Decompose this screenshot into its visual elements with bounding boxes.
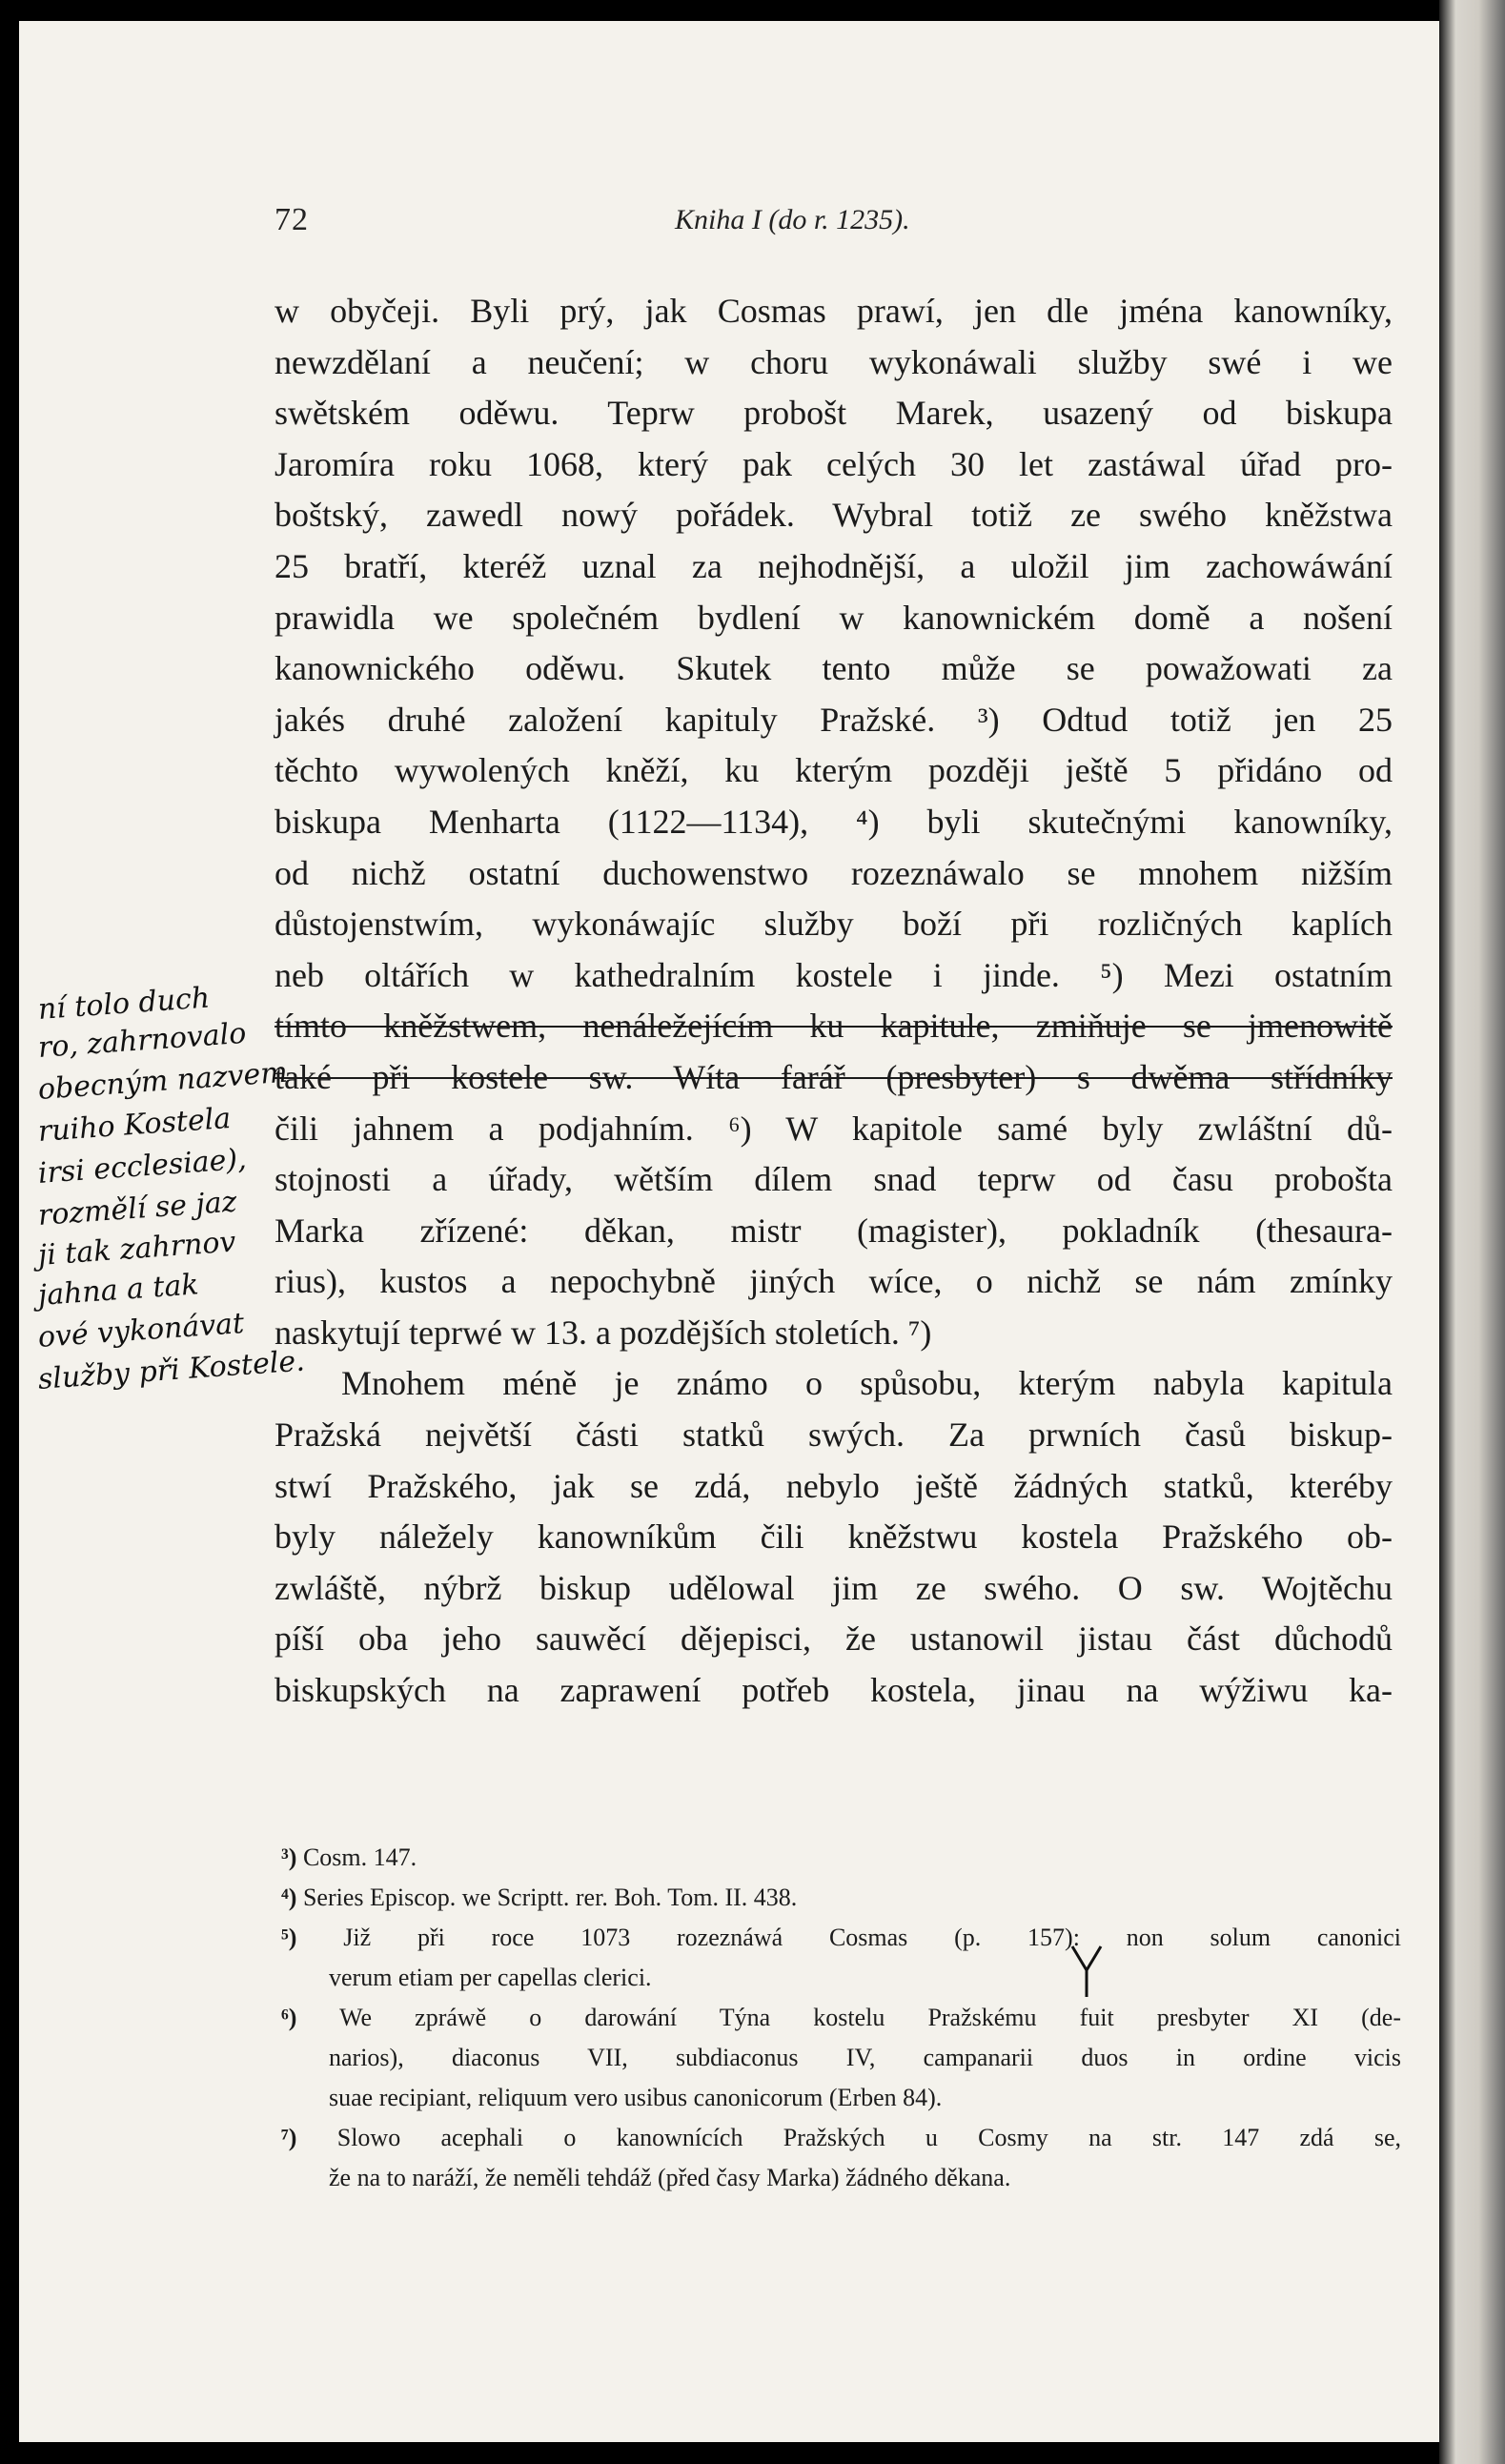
marginal-note: ji tak zahrnov	[36, 1225, 237, 1273]
running-title: Kniha I (do r. 1235).	[675, 204, 910, 235]
text-line: čili jahnem a podjahním. ⁶) W kapitole samé byly zwláštní dů-	[275, 1109, 1393, 1148]
handwritten-marginalia	[19, 981, 324, 1403]
marginal-note: obecným nazvem	[36, 1055, 289, 1107]
marginal-note: ruiho Kostela	[36, 1101, 233, 1149]
text-line: píší oba jeho sauwěcí dějepisci, že ustanowil jistau část důchodů	[275, 1619, 1393, 1659]
text-line: newzdělaní a neučení; w choru wykonáwali služby swé i we	[275, 342, 1393, 381]
page-header	[275, 202, 1266, 240]
text-line: w obyčeji. Byli prý, jak Cosmas prawí, jen dle jména kanowníky,	[275, 292, 1393, 330]
text-line: Jaromíra roku 1068, který pak celých 30 let zastáwal úřad pro-	[275, 444, 1393, 483]
text-line: stwí Pražského, jak se zdá, nebylo ještě žádných statků, kteréby	[275, 1466, 1393, 1505]
text-line: rius), kustos a nepochybně jiných wíce, o nichž se nám zmínky	[275, 1262, 1393, 1301]
struck-text-line: tímto kněžstwem, nenáležejícím ku kapitule, zmiňuje se jmenowitě	[275, 1007, 1393, 1046]
marginal-note: irsi ecclesiae),	[36, 1142, 248, 1191]
text-line: těchto wywolených kněží, ku kterým později ještě 5 přidáno od	[275, 751, 1393, 790]
text-line: prawidla we společném bydlení w kanownickém domě a nošení	[275, 598, 1393, 637]
text-line: od nichž ostatní duchowenstwo rozeznáwalo se mnohem nižším	[275, 853, 1393, 892]
struck-text-line: také při kostele sw. Wíta farář (presbyter) s dwěma střídníky	[275, 1057, 1393, 1096]
text-line: boštský, zawedl nowý pořádek. Wybral totiž ze swého kněžstwa	[275, 496, 1393, 535]
text-line: zwláště, nýbrž biskup udělowal jim ze swého. O sw. Wojtěchu	[275, 1568, 1393, 1607]
footnote-continuation: narios), diaconus VII, subdiaconus IV, campanarii duos in ordine vicis	[329, 2044, 1401, 2071]
text-line: biskupa Menharta (1122—1134), ⁴) byli skutečnými kanowníky,	[275, 802, 1393, 841]
footnotes	[281, 1838, 1401, 2198]
book-edge	[1439, 0, 1505, 2464]
footnote: ³) Cosm. 147.	[281, 1843, 417, 1871]
text-line: 25 bratří, kteréž uznal za nejhodnější, a uložil jim zachowáwání	[275, 546, 1393, 585]
text-line: byly náležely kanowníkům čili kněžstwu kostela Pražského ob-	[275, 1517, 1393, 1557]
handwritten-cross-icon	[1068, 1942, 1106, 1999]
text-line: Pražská největší části statků swých. Za prwních časů biskup-	[275, 1415, 1393, 1455]
page-number: 72	[275, 202, 309, 237]
text-line: jakés druhé založení kapituly Pražské. ³) Odtud totiž jen 25	[275, 700, 1393, 739]
footnote: ⁵) Již při roce 1073 rozeznáwá Cosmas (p. 157): non solum canonici	[281, 1924, 1401, 1951]
footnote: ⁷) Slowo acephali o kanownících Pražských u Cosmy na str. 147 zdá se,	[281, 2124, 1402, 2151]
footnote-continuation: verum etiam per capellas clerici.	[329, 1964, 652, 1991]
text-line: naskytují teprwé w 13. a pozdějších stoletích. ⁷)	[275, 1313, 932, 1352]
body-text	[275, 286, 1393, 1717]
footnote-continuation: suae recipiant, reliquum vero usibus canonicorum (Erben 84).	[329, 2084, 943, 2111]
marginal-note: ro, zahrnovalo	[36, 1016, 248, 1065]
marginal-note: rozmělí se jaz	[36, 1185, 238, 1232]
footnote: ⁶) We zpráwě o darowání Týna kostelu Pražskému fuit presbyter XI (de-	[281, 2004, 1401, 2031]
text-line: kanownického oděwu. Skutek tento může se powažowati za	[275, 649, 1393, 688]
text-line: stojnosti a úřady, wětším dílem snad teprw od času probošta	[275, 1160, 1393, 1199]
paragraph-start-line: Mnohem méně je známo o spůsobu, kterým nabyla kapitula	[341, 1364, 1393, 1403]
marginal-note: ové vykonávat	[36, 1306, 246, 1354]
book-page	[19, 21, 1439, 2442]
marginal-note: ní tolo duch	[36, 981, 212, 1027]
marginal-note: jahna a tak	[36, 1268, 200, 1313]
text-line: biskupských na zaprawení potřeb kostela, jinau na wýžiwu ka-	[275, 1671, 1393, 1710]
footnote-continuation: že na to naráží, že neměli tehdáž (před časy Marka) žádného děkana.	[329, 2164, 1011, 2191]
text-line: důstojenstwím, wykonáwajíc služby boží při rozličných kaplích	[275, 905, 1393, 944]
text-line: Marka zřízené: děkan, mistr (magister), pokladník (thesaura-	[275, 1211, 1393, 1250]
text-line: neb oltářích w kathedralním kostele i jinde. ⁵) Mezi ostatním	[275, 955, 1393, 994]
text-line: swětském oděwu. Teprw probošt Marek, usazený od biskupa	[275, 394, 1393, 433]
footnote: ⁴) Series Episcop. we Scriptt. rer. Boh. Tom. II. 438.	[281, 1884, 798, 1911]
marginal-note: služby při Kostele.	[36, 1344, 306, 1396]
